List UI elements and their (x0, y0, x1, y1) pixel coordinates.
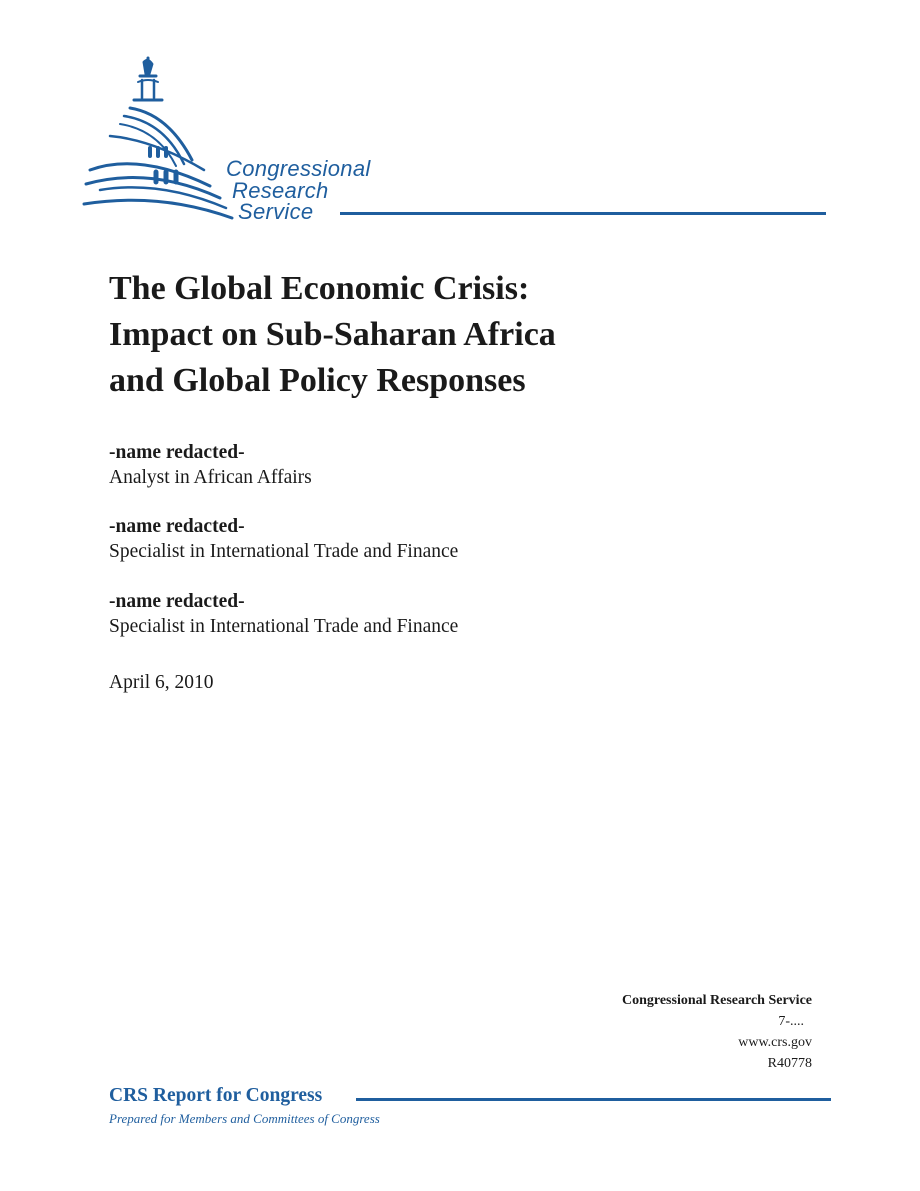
report-date: April 6, 2010 (109, 672, 214, 693)
author-2 (109, 514, 458, 564)
crs-report-heading: CRS Report for Congress (109, 1085, 323, 1106)
crs-org: Congressional Research Service (621, 993, 812, 1008)
crs-info (622, 990, 812, 1074)
title-line-2: Impact on Sub-Saharan Africa (109, 316, 556, 353)
crs-url: www.crs.gov (738, 1035, 812, 1050)
author-name: -name redacted- (109, 591, 245, 612)
logo-rule (340, 212, 826, 215)
title-line-1: The Global Economic Crisis: (109, 270, 530, 307)
report-number: R40778 (767, 1056, 812, 1071)
author-3 (109, 589, 458, 639)
author-name: -name redacted- (109, 442, 245, 463)
author-role: Specialist in International Trade and Finance (109, 616, 459, 637)
logo-line-research: Research (232, 178, 329, 203)
logo-line-service: Service (238, 199, 314, 224)
author-name: -name redacted- (109, 516, 245, 537)
crs-report-subtitle: Prepared for Members and Committees of Congress (109, 1111, 380, 1126)
footer-rule (356, 1098, 831, 1101)
capitol-dome-icon (80, 52, 240, 222)
logo-line-congressional: Congressional (226, 156, 371, 181)
author-1 (109, 440, 312, 490)
author-role: Specialist in International Trade and Finance (109, 541, 459, 562)
title-line-3: and Global Policy Responses (109, 362, 526, 399)
crs-code: 7-.... (778, 1014, 804, 1029)
report-title (109, 266, 556, 404)
author-role: Analyst in African Affairs (109, 467, 312, 488)
